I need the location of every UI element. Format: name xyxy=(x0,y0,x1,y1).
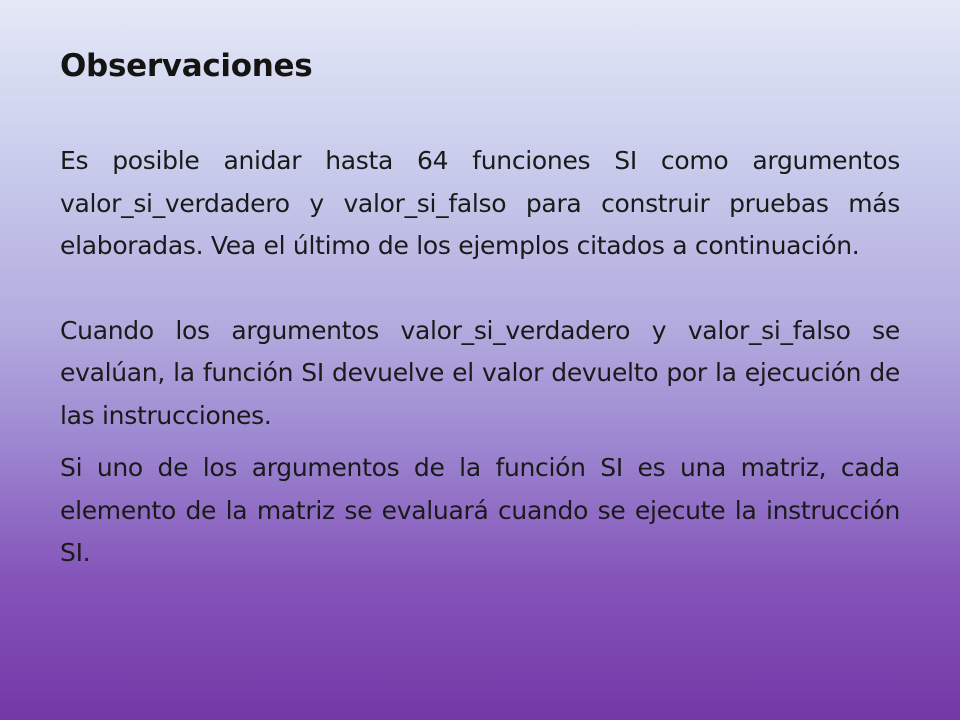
paragraph-array: Si uno de los argumentos de la función SI es una matriz, cada elemento de la matriz se evaluará cuando se ejecute la instrucción SI. xyxy=(60,453,900,567)
slide-title: Observaciones xyxy=(60,48,313,84)
slide-body xyxy=(60,140,900,575)
paragraph-nesting: Es posible anidar hasta 64 funciones SI como argumentos valor_si_verdadero y valor_si_falso para construir pruebas más elaboradas. Vea el último de los ejemplos citados a continuación. xyxy=(60,146,900,260)
paragraph-evaluation: Cuando los argumentos valor_si_verdadero y valor_si_falso se evalúan, la función SI devuelve el valor devuelto por la ejecución de las instrucciones. xyxy=(60,315,900,430)
